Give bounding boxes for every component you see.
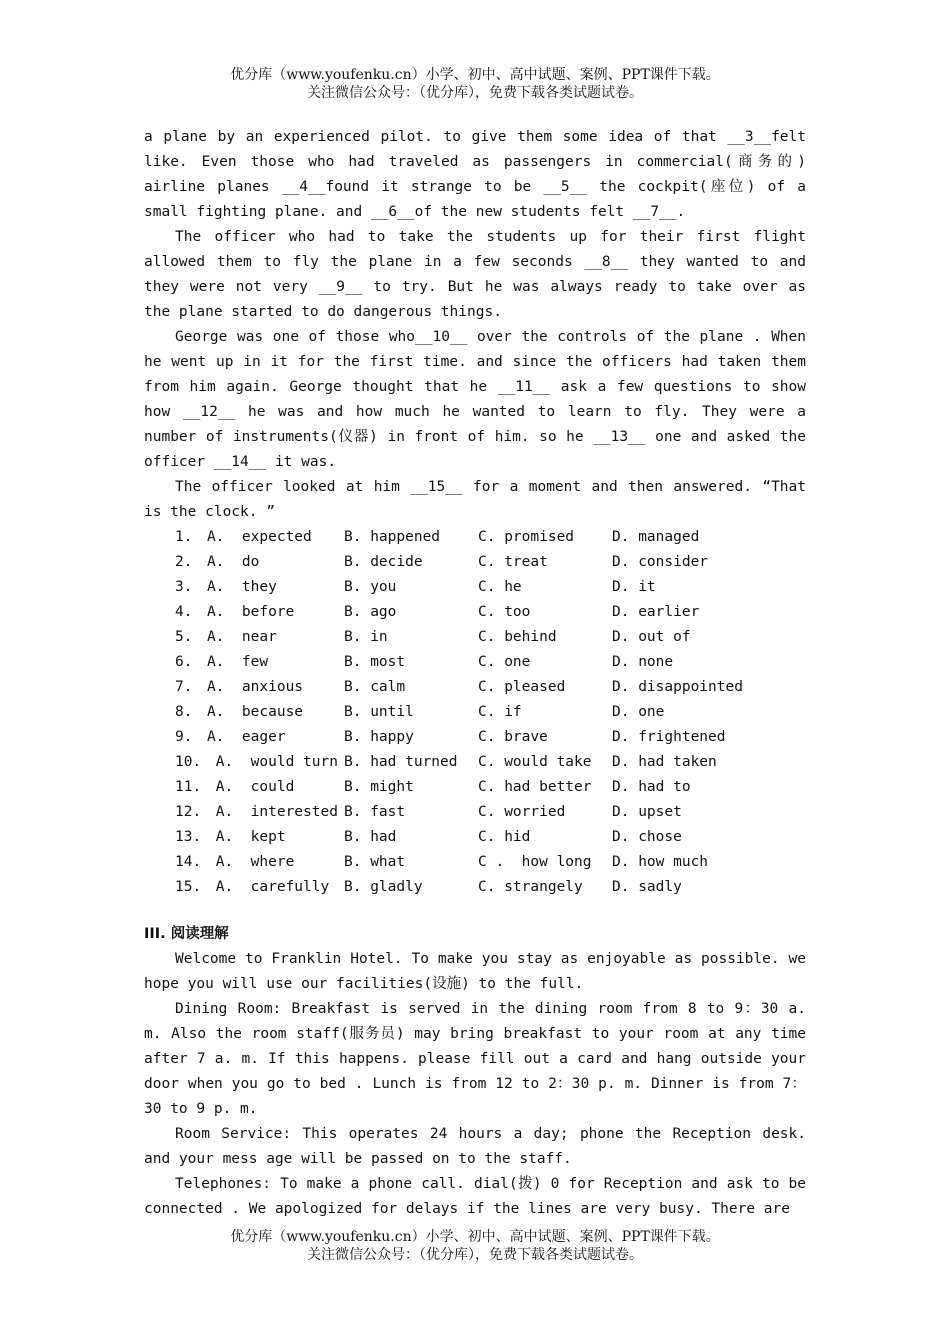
option-number: 3.	[175, 579, 193, 595]
option-d: D. had to	[612, 779, 691, 795]
option-b: B. happened	[344, 529, 441, 545]
option-row	[144, 750, 806, 775]
option-c: C. behind	[478, 629, 557, 645]
option-number: 2.	[175, 554, 193, 570]
reading-paragraph-3: Room Service: This operates 24 hours a day; phone the Reception desk. and your mess age will be passed on to the staff.	[144, 1126, 806, 1167]
option-b: B. what	[344, 854, 406, 870]
option-d: D. managed	[612, 529, 700, 545]
option-c: C. treat	[478, 554, 548, 570]
document-body	[144, 125, 806, 1222]
option-number: 13.	[175, 829, 202, 845]
option-a: A. they	[207, 579, 277, 595]
option-b: B. might	[344, 779, 414, 795]
footer-line-1: 优分库（www.youfenku.cn）小学、初中、高中试题、案例、PPT课件下载。	[230, 1229, 720, 1245]
option-a: A. kept	[207, 829, 286, 845]
option-number: 4.	[175, 604, 193, 620]
cloze-paragraph-3: George was one of those who__10__ over the controls of the plane . When he went up in it for the first time. and since the officers had taken them from him again. George thought that he __11__ ask a few questions to show how __12__ he was and how much he wanted to learn to fly. They were a number of instruments(仪器) in front of him. so he __13__ one and asked the officer __14__ it was.	[144, 329, 806, 470]
option-b: B. decide	[344, 554, 423, 570]
option-d: D. none	[612, 654, 674, 670]
cloze-paragraph-1: a plane by an experienced pilot. to give them some idea of that __3__felt like. Even those who had traveled as passengers in commercial(商务的) airline planes __4__found it strange to be __5__ the cockpit(座位) of a small fighting plane. and __6__of the new students felt __7__.	[144, 129, 806, 220]
option-c: C. one	[478, 654, 531, 670]
option-row	[144, 600, 806, 625]
option-row	[144, 525, 806, 550]
page-header	[0, 66, 950, 102]
option-row	[144, 775, 806, 800]
option-a: A. few	[207, 654, 269, 670]
option-d: D. sadly	[612, 879, 682, 895]
option-c: C. worried	[478, 804, 566, 820]
option-c: C. he	[478, 579, 522, 595]
footer-line-2: 关注微信公众号：（优分库），免费下载各类试题试卷。	[307, 1247, 643, 1263]
option-b: B. calm	[344, 679, 406, 695]
page-footer	[0, 1228, 950, 1264]
option-d: D. had taken	[612, 754, 717, 770]
option-b: B. until	[344, 704, 414, 720]
option-number: 9.	[175, 729, 193, 745]
option-a: A. before	[207, 604, 295, 620]
option-number: 11.	[175, 779, 202, 795]
option-row	[144, 650, 806, 675]
option-b: B. gladly	[344, 879, 423, 895]
option-a: A. expected	[207, 529, 312, 545]
option-row	[144, 675, 806, 700]
option-row	[144, 875, 806, 900]
option-a: A. where	[207, 854, 295, 870]
option-a: A. because	[207, 704, 304, 720]
option-row	[144, 725, 806, 750]
option-b: B. fast	[344, 804, 406, 820]
option-number: 15.	[175, 879, 202, 895]
option-number: 7.	[175, 679, 193, 695]
option-a: A. anxious	[207, 679, 304, 695]
option-c: C . how long	[478, 854, 592, 870]
option-number: 6.	[175, 654, 193, 670]
option-d: D. one	[612, 704, 665, 720]
reading-paragraph-4: Telephones: To make a phone call. dial(拨) 0 for Reception and ask to be connected . We apologized for delays if the lines are very busy. There are	[144, 1176, 806, 1217]
option-row	[144, 575, 806, 600]
option-b: B. ago	[344, 604, 397, 620]
option-c: C. if	[478, 704, 522, 720]
option-d: D. frightened	[612, 729, 726, 745]
option-b: B. had	[344, 829, 397, 845]
option-number: 12.	[175, 804, 202, 820]
header-line-1: 优分库（www.youfenku.cn）小学、初中、高中试题、案例、PPT课件下载。	[230, 67, 720, 83]
reading-paragraph-2: Dining Room: Breakfast is served in the dining room from 8 to 9：30 a. m. Also the room staff(服务员) may bring breakfast to your room at any time after 7 a. m. If this happens. please fill out a card and hang outside your door when you go to bed . Lunch is from 12 to 2：30 p. m. Dinner is from 7：30 to 9 p. m.	[144, 1001, 806, 1117]
option-c: C. strangely	[478, 879, 583, 895]
option-number: 5.	[175, 629, 193, 645]
option-c: C. had better	[478, 779, 592, 795]
options-list	[144, 525, 806, 900]
option-c: C. would take	[478, 754, 592, 770]
option-a: A. carefully	[207, 879, 330, 895]
cloze-paragraph-4: The officer looked at him __15__ for a moment and then answered. “That is the clock. ”	[144, 479, 806, 520]
option-row	[144, 800, 806, 825]
option-d: D. consider	[612, 554, 709, 570]
option-d: D. upset	[612, 804, 682, 820]
option-c: C. promised	[478, 529, 575, 545]
option-a: A. near	[207, 629, 277, 645]
option-row	[144, 850, 806, 875]
section-title: III. 阅读理解	[144, 926, 229, 942]
option-b: B. most	[344, 654, 406, 670]
option-c: C. too	[478, 604, 531, 620]
option-number: 1.	[175, 529, 193, 545]
option-row	[144, 625, 806, 650]
option-d: D. it	[612, 579, 656, 595]
option-row	[144, 550, 806, 575]
option-number: 14.	[175, 854, 202, 870]
option-a: A. would turn	[207, 754, 338, 770]
option-row	[144, 700, 806, 725]
option-b: B. happy	[344, 729, 414, 745]
option-b: B. you	[344, 579, 397, 595]
option-d: D. out of	[612, 629, 691, 645]
option-b: B. in	[344, 629, 388, 645]
option-row	[144, 825, 806, 850]
option-d: D. how much	[612, 854, 709, 870]
option-number: 8.	[175, 704, 193, 720]
option-a: A. eager	[207, 729, 286, 745]
option-c: C. hid	[478, 829, 531, 845]
option-d: D. earlier	[612, 604, 700, 620]
option-a: A. interested	[207, 804, 338, 820]
reading-paragraph-1: Welcome to Franklin Hotel. To make you stay as enjoyable as possible. we hope you will use our facilities(设施) to the full.	[144, 951, 806, 992]
option-c: C. pleased	[478, 679, 566, 695]
option-d: D. chose	[612, 829, 682, 845]
cloze-paragraph-2: The officer who had to take the students up for their first flight allowed them to fly the plane in a few seconds __8__ they wanted to and they were not very __9__ to try. But he was always ready to take over as the plane started to do dangerous things.	[144, 229, 806, 320]
option-c: C. brave	[478, 729, 548, 745]
option-a: A. could	[207, 779, 295, 795]
header-line-2: 关注微信公众号：（优分库），免费下载各类试题试卷。	[307, 85, 643, 101]
option-number: 10.	[175, 754, 202, 770]
option-b: B. had turned	[344, 754, 458, 770]
option-a: A. do	[207, 554, 260, 570]
option-d: D. disappointed	[612, 679, 743, 695]
